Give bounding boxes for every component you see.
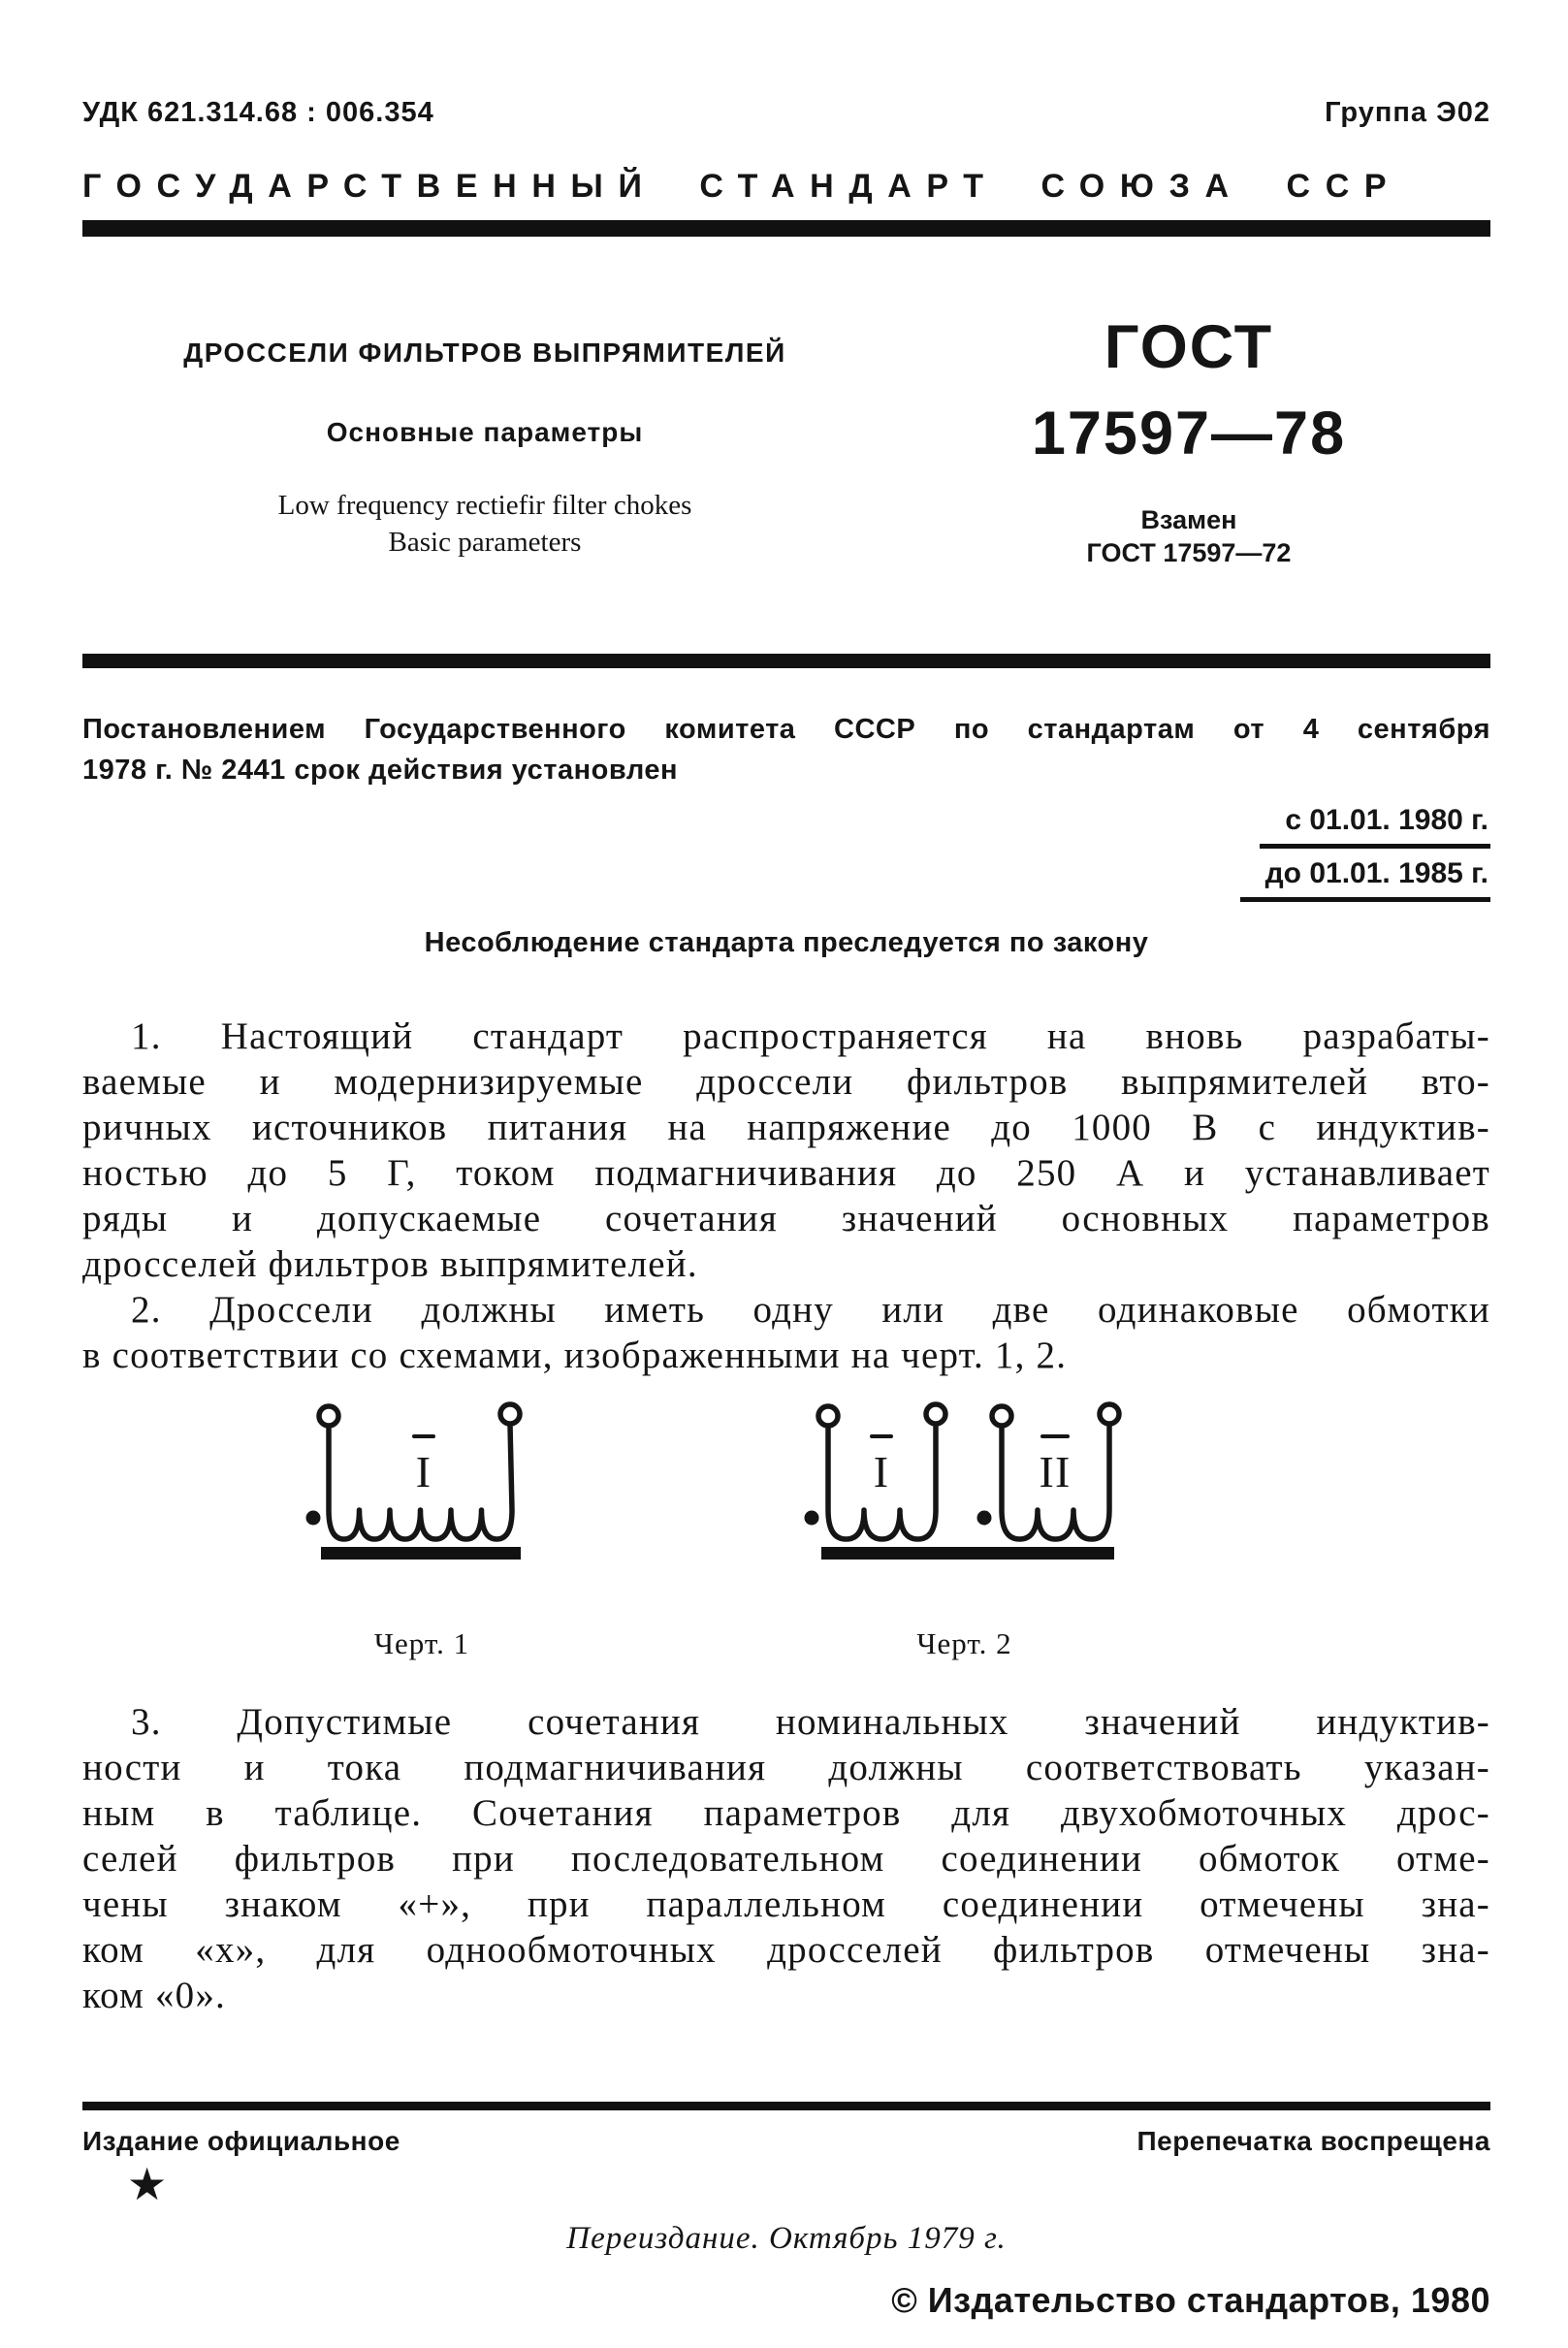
double-winding-choke-schematic: [802, 1401, 1127, 1568]
text-line: ным в таблице. Сочетания параметров для двухобмоточных дрос-: [82, 1792, 1490, 1835]
winding-label: I: [873, 1447, 890, 1497]
validity-dates: [82, 804, 1490, 902]
gost-designation: [887, 305, 1490, 478]
text-line: ком «х», для однообмоточных дросселей фильтров отмечены зна-: [82, 1929, 1490, 1972]
effective-to-date: до 01.01. 1985 г.: [1240, 857, 1490, 902]
terminal-icon: [818, 1406, 838, 1426]
text-line: Постановлением Государственного комитета СССР по стандартам от 4 сентября: [82, 714, 1490, 745]
udk-code: УДК 621.314.68 : 006.354: [82, 97, 434, 128]
star-icon: ★: [127, 2160, 168, 2210]
document-title: ДРОССЕЛИ ФИЛЬТРОВ ВЫПРЯМИТЕЛЕЙ: [183, 338, 786, 368]
single-winding-choke-schematic: [305, 1401, 538, 1568]
document-subtitle: Основные параметры: [326, 417, 644, 447]
banner-rule-bar: [82, 220, 1490, 237]
terminal-icon: [500, 1404, 520, 1424]
text-line: 1978 г. № 2441 срок действия установлен: [82, 755, 678, 787]
reissue-note: Переиздание. Октябрь 1979 г.: [566, 2221, 1007, 2257]
core-bar: [321, 1547, 521, 1560]
text-line: 1. Настоящий стандарт распространяется на вновь разрабаты-: [131, 1015, 1490, 1058]
text-line: ряды и допускаемые сочетания значений основных параметров: [82, 1198, 1490, 1240]
text-line: ностью до 5 Г, током подмагничивания до 250 А и устанавливает: [82, 1152, 1490, 1195]
title-left-column: [82, 338, 887, 570]
text-line: в соответствии со схемами, изображенными на черт. 1, 2.: [82, 1335, 1068, 1377]
replaces-label: Взамен: [1140, 504, 1237, 534]
footer-row: [82, 2126, 1490, 2157]
body-text: [82, 1013, 1490, 2018]
text-line: 2. Дроссели должны иметь одну или две одинаковые обмотки: [131, 1289, 1490, 1332]
text-line: селей фильтров при последовательном соединении обмоток отме-: [82, 1838, 1490, 1881]
polarity-dot-icon: [977, 1511, 992, 1526]
english-title-line1: Low frequency rectiefir filter chokes: [277, 490, 692, 521]
figure-2-caption: Черт. 2: [916, 1626, 1012, 1661]
terminal-icon: [319, 1406, 338, 1426]
copyright-notice: © Издательство стандартов, 1980: [891, 2280, 1490, 2321]
text-line: дросселей фильтров выпрямителей.: [82, 1243, 698, 1286]
document-title-english: [82, 487, 887, 562]
figure-1-caption: Черт. 1: [373, 1626, 470, 1661]
replaces-number: ГОСТ 17597—72: [1086, 538, 1292, 568]
figures-row: [82, 1401, 1490, 1666]
winding-label: II: [1039, 1447, 1072, 1497]
gost-label: ГОСТ: [1104, 313, 1274, 381]
paragraph-2: [82, 1287, 1490, 1378]
text-line: ричных источников питания на напряжение до 1000 В с индуктив-: [82, 1107, 1490, 1149]
text-line: ком «0».: [82, 1975, 227, 2017]
terminal-icon: [1100, 1404, 1119, 1424]
paragraph-1: [82, 1013, 1490, 1287]
text-line: 3. Допустимые сочетания номинальных значений индуктив-: [131, 1701, 1490, 1744]
winding-label: I: [415, 1447, 432, 1497]
text-line: чены знаком «+», при параллельном соединении отмечены зна-: [82, 1883, 1490, 1926]
terminal-icon: [926, 1404, 945, 1424]
paragraph-3: [82, 1699, 1490, 2018]
top-classification-row: [82, 97, 1490, 129]
effective-from-date: с 01.01. 1980 г.: [1260, 804, 1490, 849]
english-title-line2: Basic parameters: [388, 527, 582, 559]
title-right-column: [887, 305, 1490, 570]
group-code: Группа Э02: [1325, 97, 1490, 128]
polarity-dot-icon: [306, 1511, 321, 1526]
gost-number: 17597—78: [1031, 400, 1347, 468]
official-edition-label: Издание официальное: [82, 2126, 400, 2157]
replaces-block: [887, 503, 1490, 570]
footer-rule-bar: [82, 2102, 1490, 2110]
law-notice: Несоблюдение стандарта преследуется по закону: [424, 927, 1149, 959]
section-rule-bar: [82, 654, 1490, 668]
figure-2: [802, 1401, 1127, 1666]
polarity-dot-icon: [805, 1511, 819, 1526]
decree-text: [82, 709, 1490, 790]
title-section: [82, 313, 1490, 570]
terminal-icon: [992, 1406, 1011, 1426]
core-bar: [821, 1547, 1114, 1560]
figure-1: [305, 1401, 538, 1666]
text-line: ваемые и модернизируемые дроссели фильтров выпрямителей вто-: [82, 1061, 1490, 1104]
text-line: ности и тока подмагничивания должны соответствовать указан-: [82, 1747, 1490, 1789]
reprint-prohibited-label: Перепечатка воспрещена: [1136, 2126, 1490, 2157]
state-standard-banner: ГОСУДАРСТВЕННЫЙ СТАНДАРТ СОЮЗА ССР: [82, 168, 1402, 205]
